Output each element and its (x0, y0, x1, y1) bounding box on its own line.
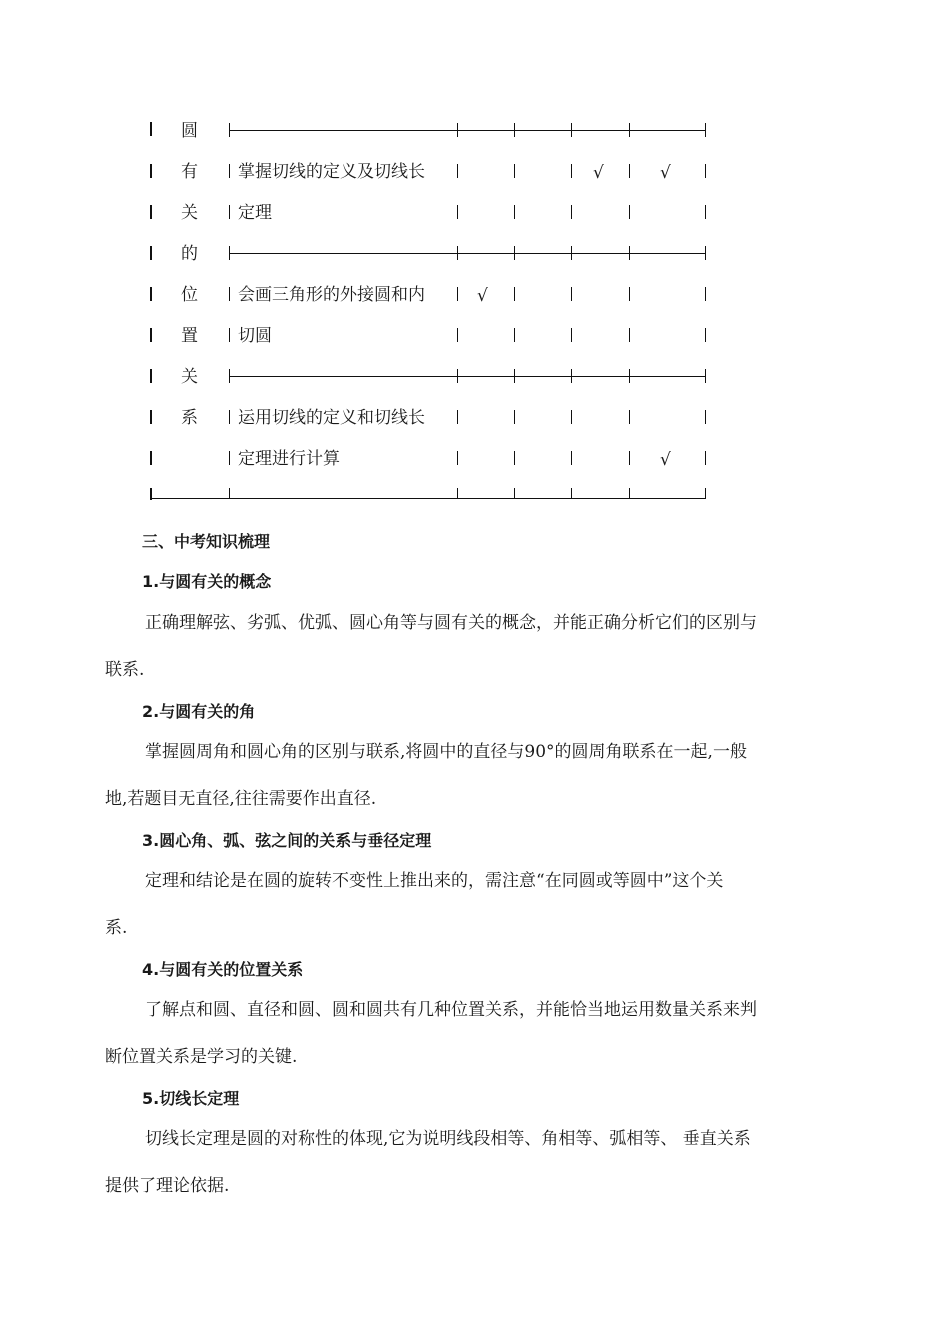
row-separator (229, 253, 706, 254)
category-char: 置 (181, 326, 198, 346)
check-mark: √ (660, 450, 671, 470)
table-left-border (150, 205, 152, 219)
check-mark: √ (593, 163, 604, 183)
item-heading: 5.切线长定理 (142, 1089, 240, 1108)
category-char: 的 (181, 244, 198, 264)
category-char: 关 (181, 203, 198, 223)
paragraph-line: 联系. (105, 660, 145, 680)
category-char: 位 (181, 285, 198, 305)
item-heading: 3.圆心角、弧、弦之间的关系与垂径定理 (142, 831, 432, 850)
paragraph-line: 了解点和圆、直径和圆、圆和圆共有几种位置关系，并能恰当地运用数量关系来判 (145, 1000, 757, 1020)
table-left-border (150, 122, 152, 136)
table-left-border (150, 410, 152, 424)
category-char: 系 (181, 408, 198, 428)
paragraph-line: 掌握圆周角和圆心角的区别与联系,将圆中的直径与90°的圆周角联系在一起,一般 (145, 742, 747, 762)
table-left-border (150, 164, 152, 178)
paragraph-line: 提供了理论依据. (105, 1176, 230, 1196)
table-left-border (150, 369, 152, 383)
category-char: 有 (181, 162, 198, 182)
category-char: 关 (181, 367, 198, 387)
item-heading: 1.与圆有关的概念 (142, 572, 272, 591)
check-mark: √ (477, 286, 488, 306)
paragraph-line: 定理和结论是在圆的旋转不变性上推出来的，需注意“在同圆或等圆中”这个关 (145, 871, 724, 891)
table-left-border (150, 451, 152, 465)
objective-text: 会画三角形的外接圆和内 (238, 285, 425, 305)
section-title: 三、中考知识梳理 (142, 532, 271, 551)
table-bottom-border (150, 498, 706, 499)
table-left-border (150, 328, 152, 342)
table-left-border (150, 287, 152, 301)
paragraph-line: 断位置关系是学习的关键. (105, 1047, 298, 1067)
item-heading: 2.与圆有关的角 (142, 702, 256, 721)
paragraph-line: 地,若题目无直径,往往需要作出直径. (105, 789, 377, 809)
table-left-border (150, 246, 152, 260)
check-mark: √ (660, 163, 671, 183)
paragraph-line: 切线长定理是圆的对称性的体现,它为说明线段相等、角相等、弧相等、 垂直关系 (145, 1129, 751, 1149)
item-heading: 4.与圆有关的位置关系 (142, 960, 304, 979)
row-separator (229, 130, 706, 131)
objective-text: 掌握切线的定义及切线长 (238, 162, 425, 182)
paragraph-line: 系. (105, 918, 128, 938)
objective-text: 定理进行计算 (238, 449, 340, 469)
objective-text: 定理 (238, 203, 272, 223)
category-char: 圆 (181, 121, 198, 141)
row-separator (229, 376, 706, 377)
paragraph-line: 正确理解弦、劣弧、优弧、圆心角等与圆有关的概念，并能正确分析它们的区别与 (145, 613, 757, 633)
objective-text: 运用切线的定义和切线长 (238, 408, 425, 428)
objective-text: 切圆 (238, 326, 272, 346)
